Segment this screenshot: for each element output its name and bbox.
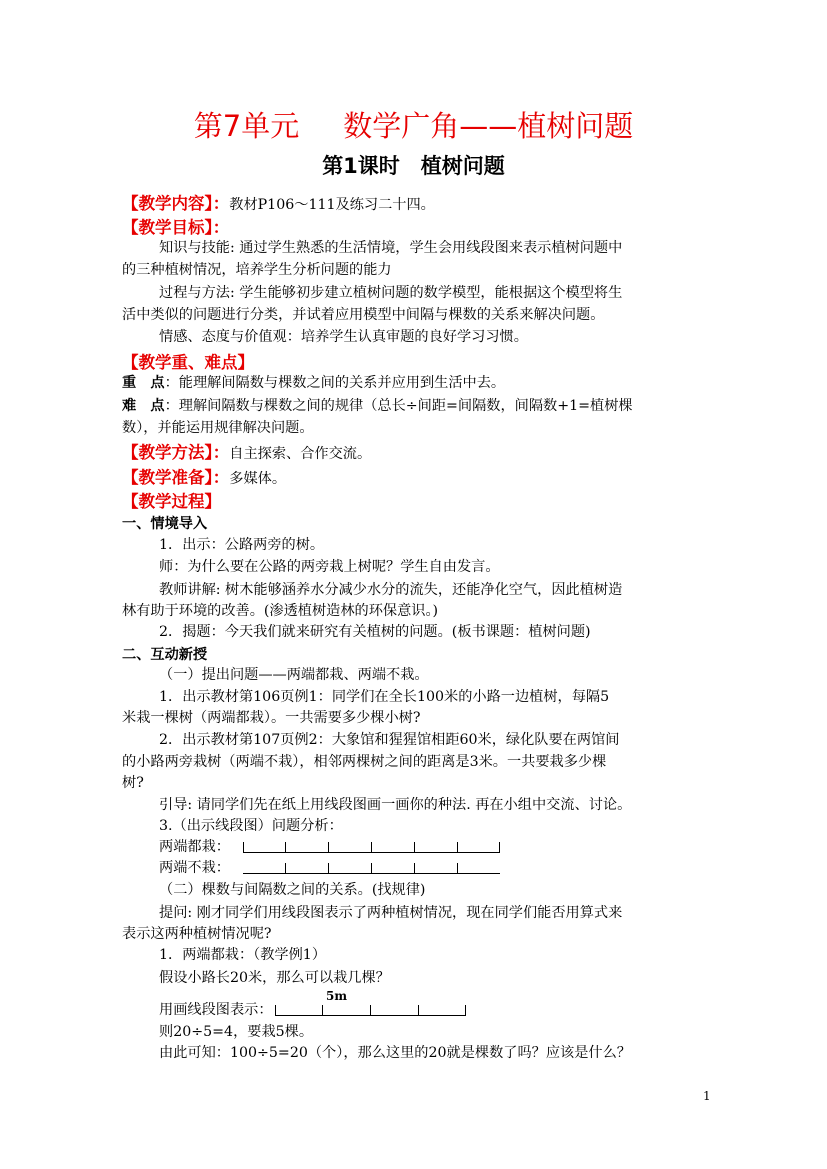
tree-tick (371, 863, 372, 874)
diagram-label: 用画线段图表示： (159, 1002, 273, 1018)
s2-item2-line3: 树? (122, 775, 144, 791)
section-2-heading: 二、互动新授 (122, 647, 208, 663)
s2-item1-line1: 1．出示教材第106页例1：同学们在全长100米的小路一边植树，每隔5 (159, 689, 610, 705)
goal-knowledge-line1: 知识与技能: 通过学生熟悉的生活情境，学生会用线段图来表示植树问题中 (159, 240, 623, 256)
tree-tick (328, 863, 329, 874)
title-unit: 第7单元 (193, 109, 300, 143)
goal-emotion: 情感、态度与价值观：培养学生认真审题的良好学习习惯。 (159, 329, 528, 345)
prep-text: 多媒体。 (229, 471, 287, 487)
tree-tick (499, 842, 500, 853)
tree-tick (285, 842, 286, 853)
page-title (0, 104, 827, 145)
tree-tick (322, 1005, 323, 1016)
tree-tick (370, 1005, 371, 1016)
content-text: 教材P106～111及练习二十四。 (229, 197, 435, 213)
both-ends-label: 两端都栽： (159, 839, 230, 855)
prep-row (122, 464, 286, 489)
page-subtitle: 第1课时 植树问题 (322, 154, 505, 178)
example-segment-diagram (275, 1004, 466, 1016)
s1-item4: 2．揭题：今天我们就来研究有关植树的问题。(板书课题：植树问题) (159, 624, 591, 640)
difficult-point-line2: 数），并能运用规律解决问题。 (122, 420, 314, 436)
title-topic: 数学广角——植树问题 (343, 109, 634, 143)
tree-tick (285, 863, 286, 874)
goal-process-line1: 过程与方法: 学生能够初步建立植树问题的数学模型，能根据这个模型将生 (159, 285, 623, 301)
s2-item2-line2: 的小路两旁栽树（两端不栽），相邻两棵树之间的距离是3米。一共要栽多少棵 (122, 754, 607, 770)
s2-assume: 假设小路长20米，那么可以栽几棵？ (159, 970, 390, 986)
goal-process-line2: 活中类似的问题进行分类，并试着应用模型中间隔与棵数的关系来解决问题。 (122, 307, 605, 323)
s2-guide: 引导: 请同学们先在纸上用线段图画一画你的种法. 再在小组中交流、讨论。 (159, 797, 632, 813)
difficult-point-label: 难 点 (122, 398, 165, 414)
tree-tick (457, 863, 458, 874)
s2-result: 则20÷5=4，要栽5棵。 (159, 1024, 314, 1040)
tree-tick (371, 842, 372, 853)
tree-tick (457, 842, 458, 853)
difficult-point-text: ：理解间隔数与棵数之间的规律（总长÷间距=间隔数，间隔数+1=植树棵 (164, 398, 633, 414)
tree-tick (418, 1005, 419, 1016)
neither-end-segment-diagram (243, 862, 500, 874)
key-point-text: ：能理解间隔数与棵数之间的关系并应用到生活中去。 (164, 375, 506, 391)
key-point-label: 重 点 (122, 375, 165, 391)
s2-question-line2: 表示这两种植树情况呢? (122, 926, 272, 942)
key-point-row (122, 373, 505, 393)
prep-label: 【教学准备】： (122, 468, 230, 487)
s2-part-b: （二）棵数与间隔数之间的关系。(找规律) (159, 882, 426, 898)
goals-label: 【教学目标】： (122, 218, 230, 237)
s2-part-a: （一）提出问题——两端都栽、两端不栽。 (159, 667, 429, 683)
s2-item2-line1: 2．出示教材第107页例2：大象馆和猩猩馆相距60米，绿化队要在两馆间 (159, 732, 620, 748)
tree-tick (275, 1005, 276, 1016)
content-label: 【教学内容】： (122, 194, 230, 213)
s2-item3: 3.（出示线段图）问题分析： (159, 818, 343, 834)
neither-end-label: 两端不栽： (159, 860, 230, 876)
s2-both-ends: 1．两端都栽：（教学例1） (159, 947, 327, 963)
s1-item1: 1．出示：公路两旁的树。 (159, 537, 325, 553)
page-number: 1 (703, 1089, 711, 1103)
s1-item3-line2: 林有助于环境的改善。(渗透植树造林的环保意识。) (122, 603, 439, 619)
tree-tick (465, 1005, 466, 1016)
goal-knowledge-line2: 的三种植树情况，培养学生分析问题的能力 (122, 262, 392, 278)
tree-tick (328, 842, 329, 853)
s1-item3-line1: 教师讲解: 树木能够涵养水分减少水分的流失，还能净化空气，因此植树造 (159, 582, 623, 598)
content-row (122, 190, 435, 215)
tree-tick (243, 842, 244, 853)
section-1-heading: 一、情境导入 (122, 516, 208, 532)
keypoints-label: 【教学重、难点】 (122, 353, 254, 372)
tree-tick (414, 842, 415, 853)
tree-tick (414, 863, 415, 874)
s1-item2: 师：为什么要在公路的两旁栽上树呢？学生自由发言。 (159, 559, 500, 575)
difficult-point-row (122, 396, 633, 416)
s2-question-line1: 提问: 刚才同学们用线段图表示了两种植树情况，现在同学们能否用算式来 (159, 905, 623, 921)
process-label: 【教学过程】 (122, 492, 221, 511)
s2-item1-line2: 米栽一棵树（两端都栽）。一共需要多少棵小树? (122, 710, 421, 726)
diagram-unit-label: 5m (326, 989, 348, 1003)
s2-conclusion: 由此可知：100÷5=20（个），那么这里的20就是棵数了吗？应该是什么？ (159, 1045, 631, 1061)
method-text: 自主探索、合作交流。 (229, 446, 372, 462)
method-row (122, 439, 371, 464)
both-ends-segment-diagram (243, 841, 500, 853)
method-label: 【教学方法】： (122, 443, 230, 462)
